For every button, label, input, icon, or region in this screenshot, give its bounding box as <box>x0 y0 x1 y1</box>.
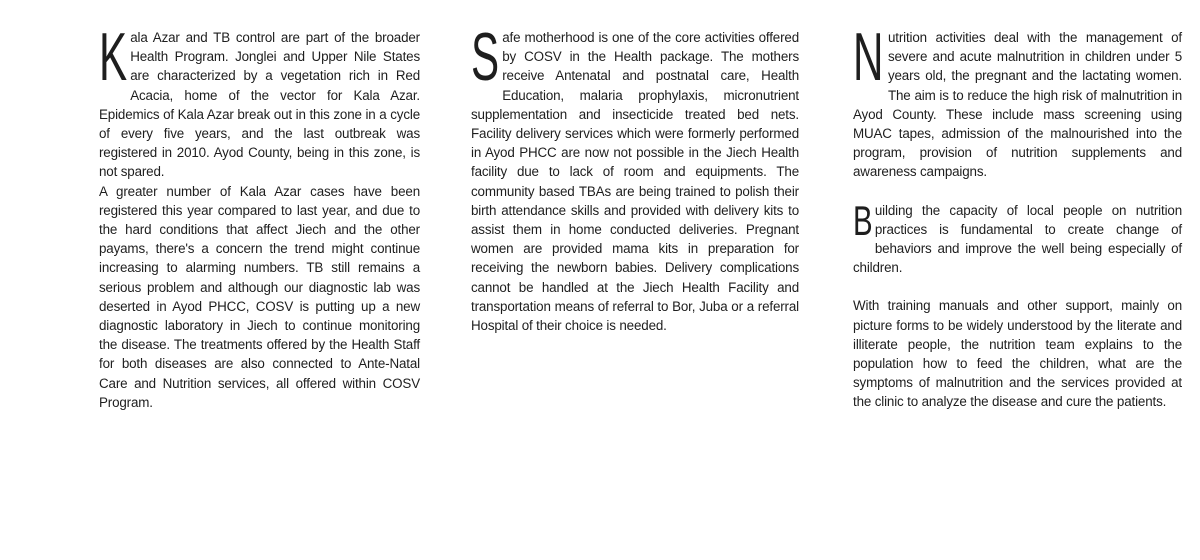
column-kala-azar-tb <box>99 19 420 412</box>
column-nutrition <box>853 19 1182 412</box>
dropcap-n: N <box>853 19 884 95</box>
paragraph-nutrition-activities <box>853 19 1182 182</box>
paragraph-text: With training manuals and other support, mainly on picture forms to be widely understood by the literate and illiterate people, the nutrition team explains to the population how to feed the children, what are the symptoms of malnutrition and the services provided at the clinic to analyze the disease and cure the patients. <box>853 298 1182 410</box>
dropcap-b: B <box>853 196 873 244</box>
paragraph-capacity-building <box>853 196 1182 278</box>
paragraph-kala-azar-intro <box>99 19 420 182</box>
dropcap-k: K <box>99 19 128 95</box>
paragraph-text: utrition activities deal with the management of severe and acute malnutrition in children under 5 years old, the pregnant and the lactating women. The aim is to reduce the high risk of malnutrition in Ayod County. These include mass screening using MUAC tapes, admission of the malnourished into the program, provision of nutrition supplements and awareness campaigns. <box>853 30 1182 180</box>
paragraph-training-manuals <box>853 296 1182 411</box>
paragraph-text: afe motherhood is one of the core activities offered by COSV in the Health package. The mothers receive Antenatal and postnatal care, Health Education, malaria prophylaxis, micronutrient supplementation and insecticide treated bed nets. Facility delivery services which were formerly performed in Ayod PHCC are now not possible in the Jiech Health facility due to lack of room and equipments. The community based TBAs are being trained to polish their birth attendance skills and provided with delivery kits to assist them in home conducted deliveries. Pregnant women are provided mama kits in preparation for receiving the newborn babies. Delivery complications cannot be handled at the Jiech Health Facility and transportation means of referral to Bor, Juba or a referral Hospital of their choice is needed. <box>471 30 799 334</box>
paragraph-safe-motherhood <box>471 19 799 335</box>
paragraph-text: ala Azar and TB control are part of the broader Health Program. Jonglei and Upper Nile States are characterized by a vegetation rich in Red Acacia, home of the vector for Kala Azar. Epidemics of Kala Azar break out in this zone in a cycle of every five years, and the last outbreak was registered in 2010. Ayod County, being in this zone, is not spared. <box>99 30 420 180</box>
paragraph-kala-azar-cases <box>99 182 420 412</box>
dropcap-s: S <box>471 19 500 95</box>
column-safe-motherhood <box>471 19 799 335</box>
paragraph-text: uilding the capacity of local people on nutrition practices is fundamental to create change of behaviors and improve the well being especially of children. <box>853 202 1182 276</box>
paragraph-text: A greater number of Kala Azar cases have been registered this year compared to last year, and due to the hard conditions that affect Jiech and the other payams, there's a concern the trend might continue increasing to alarming numbers. TB still remains a serious problem and although our diagnostic lab was deserted in Ayod PHCC, COSV is putting up a new diagnostic laboratory in Jiech to continue monitoring the disease. The treatments offered by the Health Staff for both diseases are also connected to Ante-Natal Care and Nutrition services, all offered within COSV Program. <box>99 183 420 410</box>
